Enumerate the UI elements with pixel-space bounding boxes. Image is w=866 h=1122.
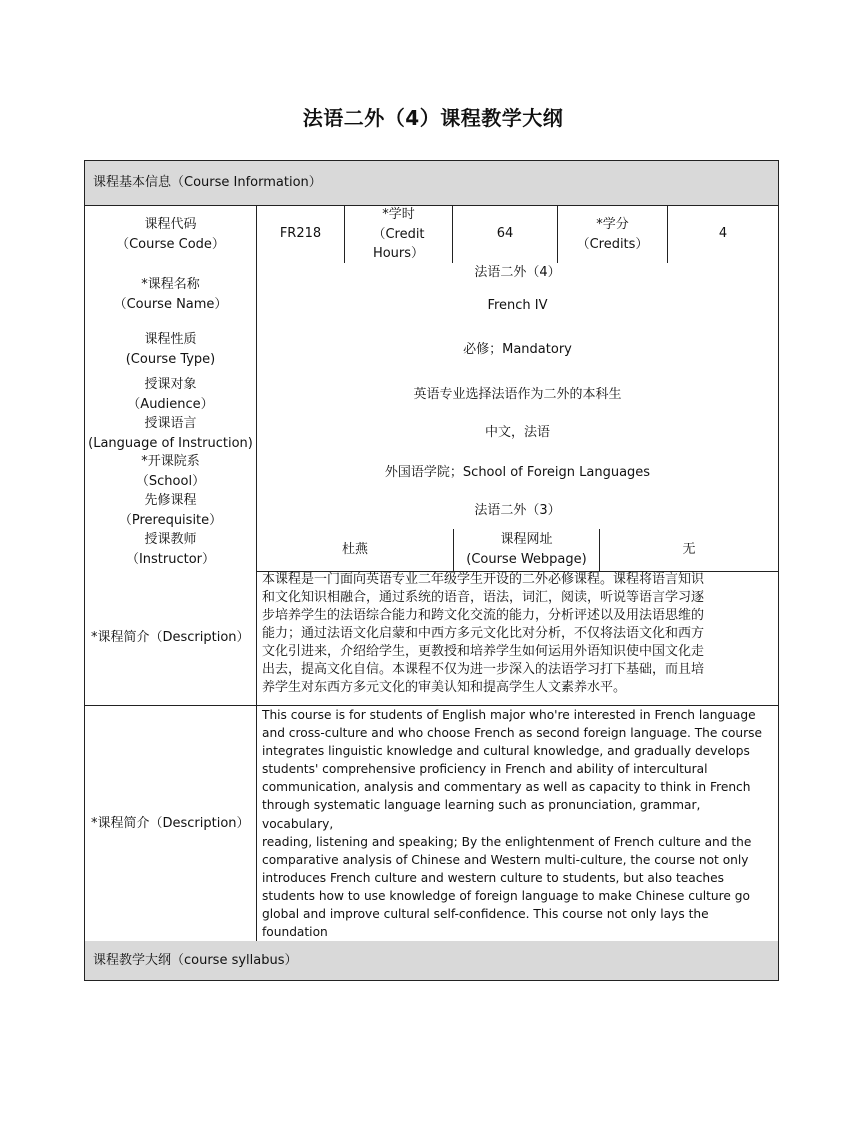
page-title: 法语二外（4）课程教学大纲 <box>302 106 564 130</box>
value-course-type: 必修；Mandatory <box>463 342 572 358</box>
value-course-webpage: 无 <box>682 542 696 558</box>
section-course-syllabus <box>85 941 778 980</box>
section-course-syllabus-text: 课程教学大纲（course syllabus） <box>93 952 298 968</box>
label-course-name: *课程名称 （Course Name） <box>113 277 228 312</box>
description-en-line: global and improve cultural self-confidence. This course not only lays the foundation <box>262 907 709 940</box>
description-en-line: through systematic language learning such as pronunciation, grammar, vocabulary, <box>262 798 701 831</box>
description-zh-line: 能力；通过法语文化启蒙和中西方多元文化比对分析，不仅将法语文化和西方 <box>262 626 705 641</box>
description-zh-line: 文化引进来，介绍给学生，更教授和培养学生如何运用外语知识使中国文化走 <box>262 644 705 659</box>
value-course-name: 法语二外（4） French IV <box>474 265 561 313</box>
description-zh-line: 本课程是一门面向英语专业二年级学生开设的二外必修课程。课程将语言知识 <box>262 572 705 587</box>
label-school: *开课院系 （School） <box>135 454 206 489</box>
description-zh <box>262 571 774 705</box>
description-en-line: This course is for students of English major who're interested in French language <box>262 708 756 722</box>
label-course-type: 课程性质 (Course Type) <box>125 332 216 367</box>
description-en <box>262 706 774 941</box>
label-credit-hours: *学时 （Credit Hours） <box>372 207 425 261</box>
label-audience: 授课对象 （Audience） <box>127 377 214 412</box>
description-en-line: integrates linguistic knowledge and cultural knowledge, and gradually develops <box>262 744 750 759</box>
label-course-webpage: 课程网址 (Course Webpage) <box>466 532 587 567</box>
label-course-code: 课程代码 （Course Code） <box>116 217 225 252</box>
value-instructor: 杜燕 <box>341 542 368 558</box>
description-en-line: students how to use knowledge of foreign language to make Chinese culture go <box>262 888 750 903</box>
section-course-information <box>85 161 778 205</box>
description-en-line: comparative analysis of Chinese and Western multi-culture, the course not only <box>262 852 749 867</box>
syllabus-table <box>84 160 779 981</box>
value-credit-hours: 64 <box>496 226 514 242</box>
description-zh-line: 和文化知识相融合，通过系统的语音，语法，词汇，阅读，听说等语言学习逐 <box>262 590 705 605</box>
label-prerequisite: 先修课程 （Prerequisite） <box>118 493 223 528</box>
label-language: 授课语言 (Language of Instruction) <box>88 416 253 451</box>
value-audience: 英语专业选择法语作为二外的本科生 <box>413 387 622 403</box>
label-instructor: 授课教师 （Instructor） <box>125 532 216 567</box>
description-zh-line: 步培养学生的法语综合能力和跨文化交流的能力，分析评述以及用法语思维的 <box>262 608 705 623</box>
section-course-information-text: 课程基本信息（Course Information） <box>93 175 322 191</box>
description-zh-line: 养学生对东西方多元文化的审美认知和提高学生人文素养水平。 <box>262 680 627 695</box>
label-credits: *学分 （Credits） <box>576 217 649 252</box>
value-language: 中文，法语 <box>484 425 550 441</box>
description-en-line: reading, listening and speaking; By the enlightenment of French culture and the <box>262 834 752 849</box>
label-description-en: *课程简介（Description） <box>91 815 250 831</box>
value-prerequisite: 法语二外（3） <box>474 503 561 519</box>
value-credits: 4 <box>718 226 728 242</box>
description-en-line: communication, analysis and commentary as well as capacity to think in French <box>262 780 751 795</box>
description-zh-line: 出去，提高文化自信。本课程不仅为进一步深入的法语学习打下基础，而且培 <box>262 662 705 677</box>
description-en-line: students' comprehensive proficiency in French and ability of intercultural <box>262 762 708 777</box>
value-course-code: FR218 <box>279 226 322 242</box>
description-en-line: and cross-culture and who choose French as second foreign language. The course <box>262 726 763 741</box>
value-school: 外国语学院；School of Foreign Languages <box>384 465 651 481</box>
description-en-line: introduces French culture and western culture to students, but also teaches <box>262 870 724 885</box>
label-description-zh: *课程简介（Description） <box>91 630 250 646</box>
